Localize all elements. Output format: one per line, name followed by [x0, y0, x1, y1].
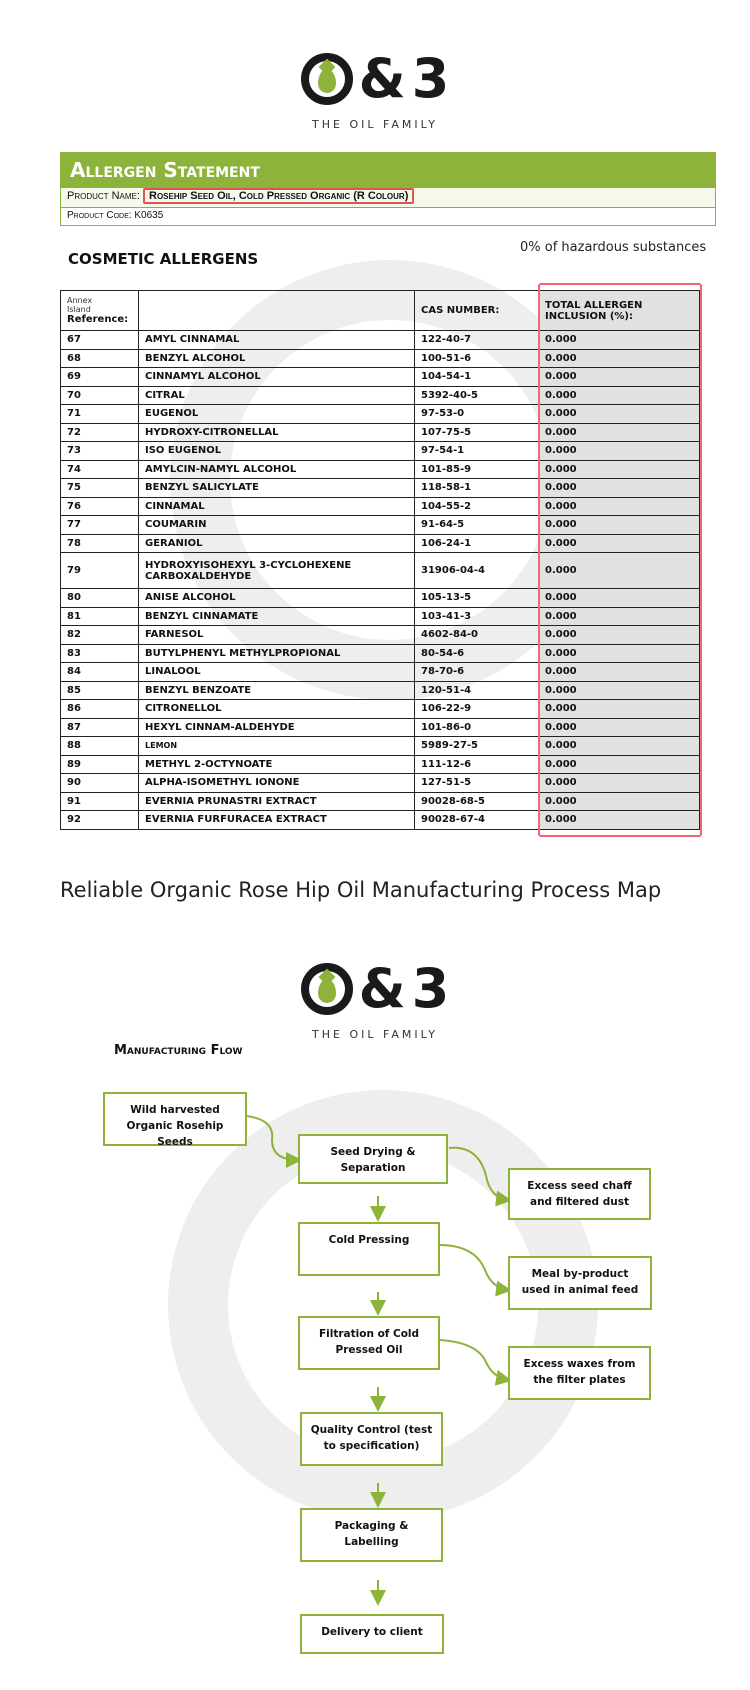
- cell-reference: 89: [61, 755, 139, 774]
- allergen-table-body: [61, 331, 700, 830]
- cell-substance: BENZYL CINNAMATE: [139, 607, 415, 626]
- logo-tagline: THE OIL FAMILY: [312, 118, 438, 131]
- table-row: [61, 405, 700, 424]
- flow-start-label: Wild harvested Organic Rosehip Seeds: [126, 1104, 224, 1148]
- flow-step-label: Cold Pressing: [328, 1234, 410, 1246]
- product-name-value: Rosehip Seed Oil, Cold Pressed Organic (R Colour): [149, 190, 409, 202]
- product-code-label: Product Code:: [67, 210, 132, 221]
- cell-reference: 87: [61, 718, 139, 737]
- table-row: [61, 479, 700, 498]
- cell-substance: HYDROXYISOHEXYL 3-CYCLOHEXENE CARBOXALDEHYDE: [139, 553, 415, 589]
- table-header-row: [61, 291, 700, 331]
- hazard-note: 0% of hazardous substances: [520, 240, 707, 255]
- table-row: [61, 423, 700, 442]
- cell-reference: 84: [61, 663, 139, 682]
- byproduct-chaff-box: [508, 1168, 651, 1220]
- cell-reference: 69: [61, 368, 139, 387]
- brand-logo: [0, 46, 750, 131]
- cell-reference: 78: [61, 534, 139, 553]
- cell-cas: 111-12-6: [415, 755, 539, 774]
- cosmetic-allergens-title: COSMETIC ALLERGENS: [68, 250, 259, 268]
- cell-total: 0.000: [539, 737, 700, 756]
- cell-substance: CINNAMAL: [139, 497, 415, 516]
- table-row: [61, 553, 700, 589]
- cell-reference: 91: [61, 792, 139, 811]
- cell-cas: 127-51-5: [415, 774, 539, 793]
- cell-reference: 73: [61, 442, 139, 461]
- cell-total: 0.000: [539, 442, 700, 461]
- table-row: [61, 774, 700, 793]
- cell-reference: 74: [61, 460, 139, 479]
- table-row: [61, 607, 700, 626]
- table-row: [61, 442, 700, 461]
- cell-cas: 4602-84-0: [415, 626, 539, 645]
- cell-substance: HYDROXY-CITRONELLAL: [139, 423, 415, 442]
- table-row: [61, 386, 700, 405]
- header-island: Island: [67, 305, 91, 314]
- connector-pressing-to-meal: [439, 1245, 508, 1290]
- cell-total: 0.000: [539, 460, 700, 479]
- product-name-label: Product Name:: [67, 190, 140, 202]
- manufacturing-flow-title: Manufacturing Flow: [114, 1043, 243, 1058]
- cell-total: 0.000: [539, 792, 700, 811]
- cell-cas: 97-53-0: [415, 405, 539, 424]
- flow-step-packaging: [300, 1508, 443, 1562]
- logo-three: 3: [411, 957, 450, 1020]
- cell-substance: AMYLCIN-NAMYL ALCOHOL: [139, 460, 415, 479]
- cell-cas: 104-55-2: [415, 497, 539, 516]
- table-row: [61, 700, 700, 719]
- flow-step-quality-control: [300, 1412, 443, 1466]
- table-row: [61, 681, 700, 700]
- cell-cas: 122-40-7: [415, 331, 539, 350]
- cell-total: 0.000: [539, 718, 700, 737]
- product-name-highlight: [143, 188, 414, 204]
- cell-total: 0.000: [539, 405, 700, 424]
- logo-ampersand: &: [358, 957, 406, 1020]
- cell-cas: 5392-40-5: [415, 386, 539, 405]
- cell-substance: EUGENOL: [139, 405, 415, 424]
- connector-start-to-drying: [247, 1116, 298, 1160]
- allergen-table: [60, 290, 700, 830]
- cell-reference: 92: [61, 811, 139, 830]
- cell-reference: 67: [61, 331, 139, 350]
- cell-reference: 90: [61, 774, 139, 793]
- table-row: [61, 460, 700, 479]
- cell-reference: 77: [61, 516, 139, 535]
- flow-step-label: Filtration of Cold Pressed Oil: [318, 1328, 420, 1356]
- cell-substance: LEMON: [139, 737, 415, 756]
- table-row: [61, 811, 700, 830]
- oil-drop-logo-icon: [301, 53, 353, 105]
- cell-total: 0.000: [539, 368, 700, 387]
- product-code-value: K0635: [134, 210, 164, 221]
- cell-cas: 107-75-5: [415, 423, 539, 442]
- cell-total: 0.000: [539, 534, 700, 553]
- connector-filtration-to-waxes: [439, 1340, 508, 1380]
- table-row: [61, 349, 700, 368]
- flow-step-label: Seed Drying & Separation: [330, 1146, 416, 1174]
- cell-total: 0.000: [539, 811, 700, 830]
- table-row: [61, 737, 700, 756]
- flow-step-filtration: [298, 1316, 440, 1370]
- cell-reference: 75: [61, 479, 139, 498]
- cell-total: 0.000: [539, 386, 700, 405]
- cell-cas: 78-70-6: [415, 663, 539, 682]
- cell-substance: CITRAL: [139, 386, 415, 405]
- cell-substance: COUMARIN: [139, 516, 415, 535]
- process-map-caption: Reliable Organic Rose Hip Oil Manufacturing Process Map: [60, 878, 662, 902]
- cell-total: 0.000: [539, 331, 700, 350]
- cell-reference: 68: [61, 349, 139, 368]
- table-row: [61, 644, 700, 663]
- cell-substance: EVERNIA PRUNASTRI EXTRACT: [139, 792, 415, 811]
- flow-step-drying: [298, 1134, 448, 1184]
- cell-total: 0.000: [539, 626, 700, 645]
- cell-reference: 79: [61, 553, 139, 589]
- byproduct-meal-box: [508, 1256, 652, 1310]
- cell-cas: 80-54-6: [415, 644, 539, 663]
- cell-total: 0.000: [539, 589, 700, 608]
- cell-total: 0.000: [539, 516, 700, 535]
- allergen-statement-header: [60, 152, 716, 226]
- cell-reference: 81: [61, 607, 139, 626]
- cell-total: 0.000: [539, 479, 700, 498]
- cell-cas: 90028-68-5: [415, 792, 539, 811]
- cell-reference: 80: [61, 589, 139, 608]
- cell-cas: 31906-04-4: [415, 553, 539, 589]
- cell-substance: AMYL CINNAMAL: [139, 331, 415, 350]
- cell-reference: 76: [61, 497, 139, 516]
- flow-step-label: Packaging & Labelling: [334, 1520, 409, 1548]
- cell-substance: CITRONELLOL: [139, 700, 415, 719]
- table-row: [61, 331, 700, 350]
- product-name-line: [60, 188, 716, 208]
- cell-cas: 106-22-9: [415, 700, 539, 719]
- header-reference-label: Reference:: [67, 314, 129, 325]
- logo-three: 3: [411, 47, 450, 110]
- cell-total: 0.000: [539, 700, 700, 719]
- product-code-line: [60, 208, 716, 226]
- header-reference: [61, 291, 139, 331]
- cell-reference: 72: [61, 423, 139, 442]
- flow-step-label: Delivery to client: [321, 1626, 423, 1638]
- table-row: [61, 755, 700, 774]
- cell-total: 0.000: [539, 349, 700, 368]
- cell-cas: 118-58-1: [415, 479, 539, 498]
- cell-substance: BENZYL SALICYLATE: [139, 479, 415, 498]
- table-row: [61, 626, 700, 645]
- cell-substance: ISO EUGENOL: [139, 442, 415, 461]
- cell-reference: 85: [61, 681, 139, 700]
- flow-step-pressing: [298, 1222, 440, 1276]
- cell-substance: METHYL 2-OCTYNOATE: [139, 755, 415, 774]
- cell-substance: EVERNIA FURFURACEA EXTRACT: [139, 811, 415, 830]
- cell-total: 0.000: [539, 774, 700, 793]
- cell-cas: 91-64-5: [415, 516, 539, 535]
- cell-substance: ALPHA-ISOMETHYL IONONE: [139, 774, 415, 793]
- table-row: [61, 497, 700, 516]
- table-row: [61, 368, 700, 387]
- header-cas: CAS NUMBER:: [415, 291, 539, 331]
- cell-cas: 120-51-4: [415, 681, 539, 700]
- cell-reference: 86: [61, 700, 139, 719]
- cell-cas: 101-85-9: [415, 460, 539, 479]
- cell-cas: 106-24-1: [415, 534, 539, 553]
- cell-cas: 105-13-5: [415, 589, 539, 608]
- cell-total: 0.000: [539, 553, 700, 589]
- cell-substance: CINNAMYL ALCOHOL: [139, 368, 415, 387]
- header-total: TOTAL ALLERGEN INCLUSION (%):: [539, 291, 700, 331]
- cell-total: 0.000: [539, 681, 700, 700]
- cell-reference: 82: [61, 626, 139, 645]
- cell-cas: 104-54-1: [415, 368, 539, 387]
- cell-cas: 5989-27-5: [415, 737, 539, 756]
- cell-cas: 97-54-1: [415, 442, 539, 461]
- cell-cas: 101-86-0: [415, 718, 539, 737]
- byproduct-waxes-box: [508, 1346, 651, 1400]
- table-row: [61, 718, 700, 737]
- cell-reference: 71: [61, 405, 139, 424]
- flow-start-box: [103, 1092, 247, 1146]
- cell-substance: HEXYL CINNAM-ALDEHYDE: [139, 718, 415, 737]
- cell-total: 0.000: [539, 755, 700, 774]
- table-row: [61, 516, 700, 535]
- cell-substance: BENZYL ALCOHOL: [139, 349, 415, 368]
- header-name: [139, 291, 415, 331]
- logo-ampersand: &: [358, 47, 406, 110]
- logo-tagline: THE OIL FAMILY: [312, 1028, 438, 1041]
- flow-step-delivery: [300, 1614, 444, 1654]
- cell-substance: FARNESOL: [139, 626, 415, 645]
- cell-substance: GERANIOL: [139, 534, 415, 553]
- table-row: [61, 792, 700, 811]
- header-annex: Annex: [67, 296, 93, 305]
- cell-substance: ANISE ALCOHOL: [139, 589, 415, 608]
- cell-substance: LINALOOL: [139, 663, 415, 682]
- flow-step-label: Quality Control (test to specification): [310, 1424, 433, 1452]
- cell-cas: 103-41-3: [415, 607, 539, 626]
- cell-total: 0.000: [539, 663, 700, 682]
- cell-total: 0.000: [539, 644, 700, 663]
- cell-total: 0.000: [539, 607, 700, 626]
- table-row: [61, 589, 700, 608]
- table-row: [61, 663, 700, 682]
- cell-cas: 100-51-6: [415, 349, 539, 368]
- cell-substance: BENZYL BENZOATE: [139, 681, 415, 700]
- cell-reference: 83: [61, 644, 139, 663]
- brand-logo-2: [0, 956, 750, 1041]
- table-row: [61, 534, 700, 553]
- cell-substance: BUTYLPHENYL METHYLPROPIONAL: [139, 644, 415, 663]
- statement-banner: Allergen Statement: [60, 152, 716, 188]
- oil-drop-logo-icon: [301, 963, 353, 1015]
- cell-reference: 70: [61, 386, 139, 405]
- cell-total: 0.000: [539, 423, 700, 442]
- byproduct-label: Excess waxes from the filter plates: [523, 1358, 636, 1386]
- connector-drying-to-chaff: [449, 1148, 508, 1200]
- byproduct-label: Excess seed chaff and filtered dust: [527, 1180, 632, 1208]
- cell-cas: 90028-67-4: [415, 811, 539, 830]
- cell-reference: 88: [61, 737, 139, 756]
- byproduct-label: Meal by-product used in animal feed: [521, 1268, 639, 1296]
- cell-total: 0.000: [539, 497, 700, 516]
